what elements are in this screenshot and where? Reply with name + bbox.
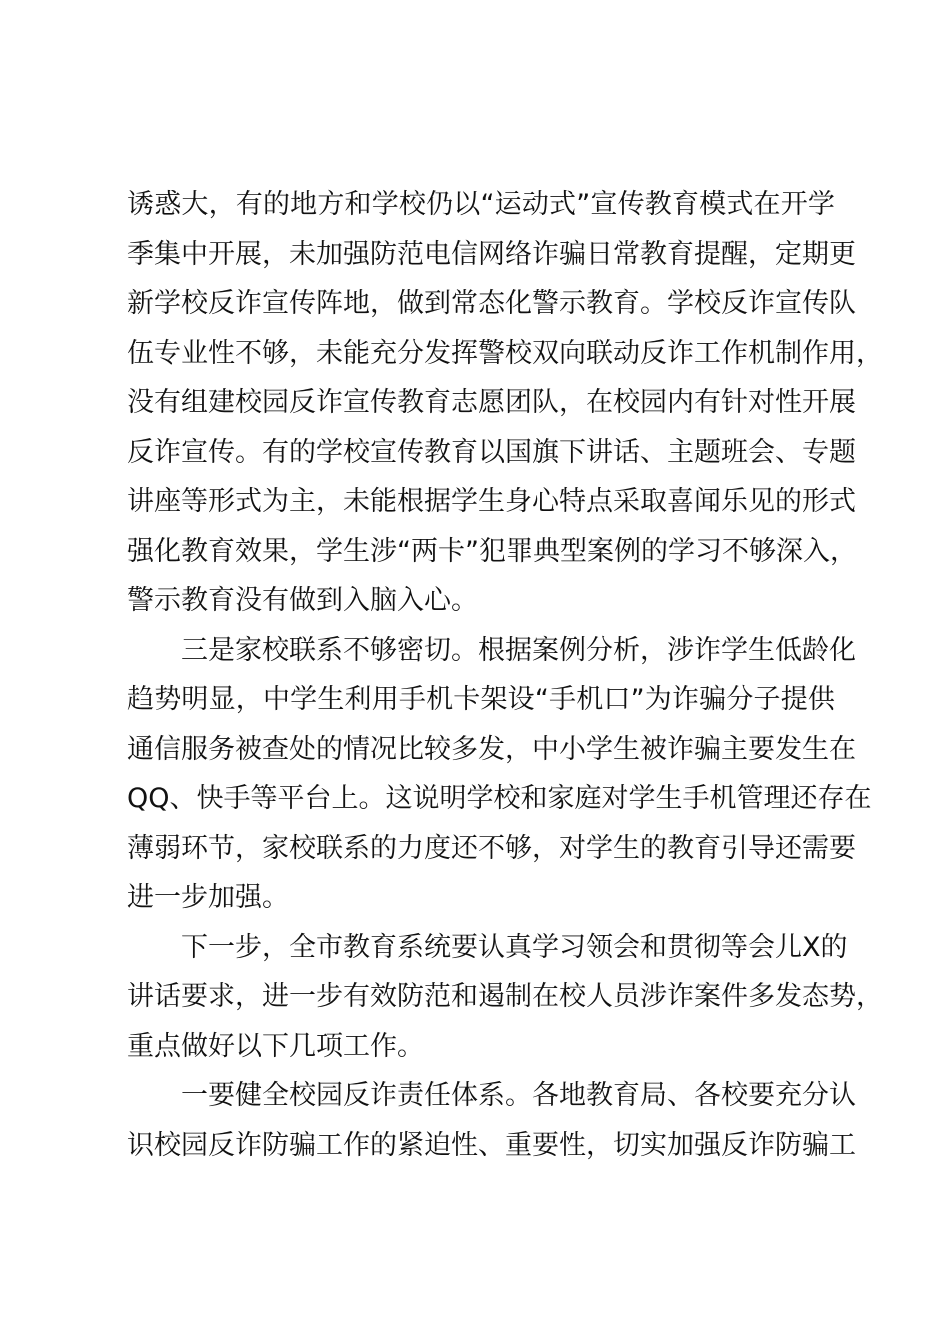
text-line: 季 集 中 开 展 ， 未 加 强 防 范 电 信 网 络 诈 骗 日 常 教 育 提 醒 ， 定 期 更 — [127, 238, 856, 270]
text-line: 伍 专 业 性 不 够 ， 未 能 充 分 发 挥 警 校 双 向 联 动 反 诈 工 作 机 制 作 用 ， — [127, 337, 883, 369]
text-line: 趋 势 明 显 ， 中 学 生 利 用 手 机 卡 架 设 “ 手 机 口 ” 为 诈 骗 分 子 提 供 — [127, 684, 835, 715]
text-line: 讲 座 等 形 式 为 主 ， 未 能 根 据 学 生 身 心 特 点 采 取 喜 闻 乐 见 的 形 式 — [127, 486, 856, 517]
text-line: 诱 惑 大 ， 有 的 地 方 和 学 校 仍 以 “ 运 动 式 ” 宣 传 教 育 模 式 在 开 学 — [127, 189, 835, 220]
body-text — [127, 180, 883, 1170]
text-line: 强 化 教 育 效 果 ， 学 生 涉 “ 两 卡 ” 犯 罪 典 型 案 例 的 学 习 不 够 深 入 ， — [127, 535, 857, 567]
text-line: 进一步加强。 — [127, 882, 289, 913]
text-line: 讲 话 要 求 ， 进 一 步 有 效 防 范 和 遏 制 在 校 人 员 涉 诈 案 件 多 发 态 势 ， — [127, 981, 883, 1012]
text-line: 识 校 园 反 诈 防 骗 工 作 的 紧 迫 性 、 重 要 性 ， 切 实 加 强 反 诈 防 骗 工 — [127, 1129, 856, 1161]
text-line: QQ 、 快 手 等 平 台 上 。 这 说 明 学 校 和 家 庭 对 学 生 手 机 管 理 还 存 在 — [127, 783, 872, 814]
text-line: 没 有 组 建 校 园 反 诈 宣 传 教 育 志 愿 团 队 ， 在 校 园 内 有 针 对 性 开 展 — [127, 387, 856, 418]
text-line: 薄 弱 环 节 ， 家 校 联 系 的 力 度 还 不 够 ， 对 学 生 的 教 育 引 导 还 需 要 — [127, 832, 856, 864]
text-line: 一 要 健 全 校 园 反 诈 责 任 体 系 。 各 地 教 育 局 、 各 校 要 充 分 认 — [181, 1080, 856, 1111]
text-line: 反 诈 宣 传 。 有 的 学 校 宣 传 教 育 以 国 旗 下 讲 话 、 主 题 班 会 、 专 题 — [127, 436, 856, 468]
text-line: 三 是 家 校 联 系 不 够 密 切 。 根 据 案 例 分 析 ， 涉 诈 学 生 低 龄 化 — [181, 634, 856, 666]
text-line: 新 学 校 反 诈 宣 传 阵 地 ， 做 到 常 态 化 警 示 教 育 。 学 校 反 诈 宣 传 队 — [127, 288, 856, 319]
text-line: 警示教育没有做到入脑入心。 — [127, 585, 478, 616]
text-line: 重点做好以下几项工作。 — [127, 1030, 424, 1062]
text-line: 通 信 服 务 被 查 处 的 情 况 比 较 多 发 ， 中 小 学 生 被 诈 骗 主 要 发 生 在 — [127, 733, 856, 765]
text-line: 下 一 步 ， 全 市 教 育 系 统 要 认 真 学 习 领 会 和 贯 彻 等 会 儿 X 的 — [181, 931, 848, 963]
